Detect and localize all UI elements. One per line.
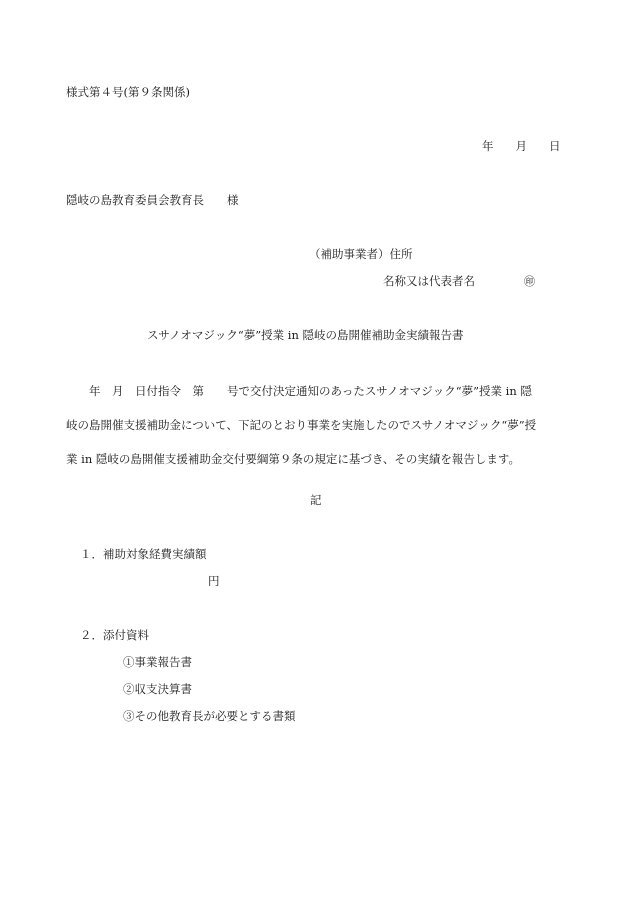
attachment-item: ②収支決算書 [123,682,192,696]
section2-heading: ２．添付資料 [80,628,149,642]
date-day: 日 [549,139,561,153]
body-line: 業 in 隠岐の島開催支援補助金交付要綱第９条の規定に基づき、その実績を報告します。 [66,452,521,466]
date-month: 月 [515,139,527,153]
body-line: 年 月 日付指令 第 号で交付決定通知のあったスサノオマジック“夢”授業 in 隠 [66,384,532,398]
attachment-item: ①事業報告書 [123,655,192,669]
addressee: 隠岐の島教育委員会教育長 様 [66,193,239,207]
attachment-item: ③その他教育長が必要とする書類 [123,709,296,723]
body-line: 岐の島開催支援補助金について、下記のとおり事業を実施したのでスサノオマジック“夢”授 [66,418,537,432]
applicant-name-label: 名称又は代表者名 [383,274,475,288]
ki-heading: 記 [310,493,322,507]
date-line [482,140,561,154]
document-title: スサノオマジック“夢”授業 in 隠岐の島開催補助金実績報告書 [147,328,464,342]
applicant-address-label: （補助事業者）住所 [309,247,413,261]
amount-unit: 円 [208,574,220,588]
body-paragraph [66,374,566,476]
seal-mark: ㊞ [524,275,535,288]
section1-heading: １．補助対象経費実績額 [80,547,207,561]
form-number: 様式第４号(第９条関係) [66,85,190,99]
date-year: 年 [482,139,494,153]
